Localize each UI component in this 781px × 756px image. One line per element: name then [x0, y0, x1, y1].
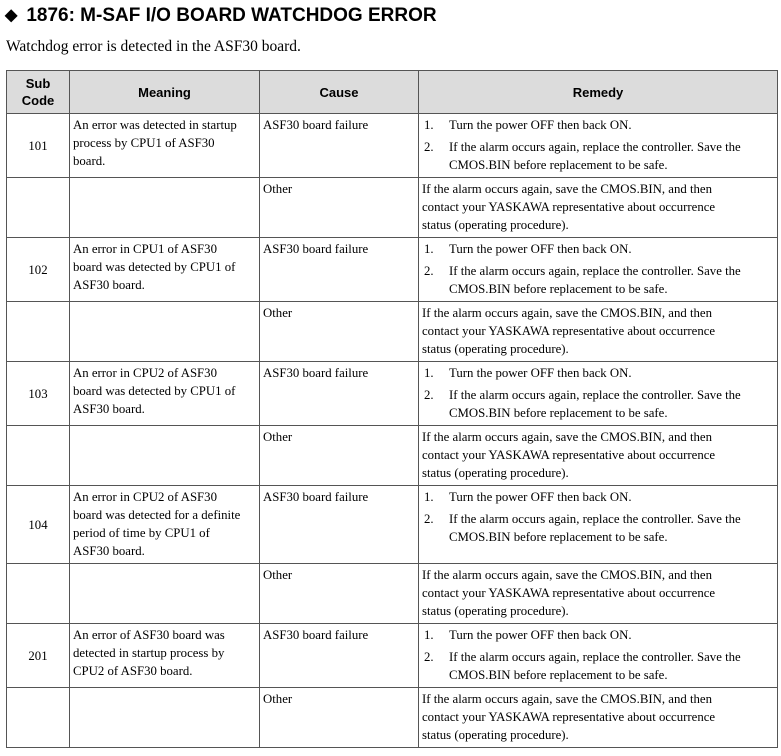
diamond-bullet-icon: ◆	[5, 7, 18, 24]
table-row	[7, 302, 778, 362]
remedy-cell	[419, 302, 778, 362]
cause-cell: ASF30 board failure	[260, 238, 419, 302]
header-sub-code	[7, 71, 70, 114]
cause-cell: Other	[260, 426, 419, 486]
meaning-cell	[70, 114, 260, 178]
remedy-line: contact your YASKAWA representative about occurrence	[422, 200, 716, 214]
step-text: CMOS.BIN before replacement to be safe.	[449, 668, 668, 682]
remedy-line: If the alarm occurs again, save the CMOS.BIN, and then	[422, 306, 712, 320]
step-number: 2.	[424, 512, 434, 526]
step-text: Turn the power OFF then back ON.	[449, 490, 632, 504]
meaning-line: An error of ASF30 board was	[73, 628, 225, 642]
meaning-cell	[70, 362, 260, 426]
remedy-step	[422, 262, 774, 298]
remedy-line: status (operating procedure).	[422, 728, 569, 742]
meaning-cell-empty	[70, 426, 260, 486]
remedy-step	[422, 488, 774, 506]
table-row	[7, 688, 778, 748]
step-text: Turn the power OFF then back ON.	[449, 118, 632, 132]
page-title-text: 1876: M-SAF I/O BOARD WATCHDOG ERROR	[26, 5, 437, 26]
step-number: 1.	[424, 628, 434, 642]
remedy-line: status (operating procedure).	[422, 466, 569, 480]
meaning-line: An error in CPU2 of ASF30	[73, 366, 217, 380]
step-text: Turn the power OFF then back ON.	[449, 242, 632, 256]
table-row	[7, 486, 778, 564]
step-number: 2.	[424, 388, 434, 402]
remedy-cell	[419, 624, 778, 688]
meaning-line: An error in CPU2 of ASF30	[73, 490, 217, 504]
step-number: 1.	[424, 118, 434, 132]
cause-cell: Other	[260, 302, 419, 362]
remedy-step	[422, 386, 774, 422]
remedy-step	[422, 240, 774, 258]
remedy-cell	[419, 564, 778, 624]
remedy-line: contact your YASKAWA representative about occurrence	[422, 586, 716, 600]
remedy-step	[422, 626, 774, 644]
sub-code-cell: 103	[7, 362, 70, 426]
meaning-line: board was detected by CPU1 of	[73, 384, 236, 398]
meaning-line: process by CPU1 of ASF30	[73, 136, 215, 150]
table-row	[7, 564, 778, 624]
meaning-cell	[70, 486, 260, 564]
meaning-line: board.	[73, 154, 106, 168]
step-number: 2.	[424, 264, 434, 278]
step-number: 1.	[424, 490, 434, 504]
table-row	[7, 426, 778, 486]
remedy-step	[422, 648, 774, 684]
sub-code-cell: 201	[7, 624, 70, 688]
cause-cell: Other	[260, 564, 419, 624]
remedy-line: status (operating procedure).	[422, 218, 569, 232]
remedy-line: If the alarm occurs again, save the CMOS.BIN, and then	[422, 692, 712, 706]
remedy-line: contact your YASKAWA representative about occurrence	[422, 324, 716, 338]
step-text: If the alarm occurs again, replace the controller. Save the	[449, 650, 741, 664]
step-text: Turn the power OFF then back ON.	[449, 366, 632, 380]
step-text: If the alarm occurs again, replace the controller. Save the	[449, 512, 741, 526]
cause-cell: Other	[260, 688, 419, 748]
meaning-line: detected in startup process by	[73, 646, 225, 660]
step-number: 1.	[424, 242, 434, 256]
intro-text: Watchdog error is detected in the ASF30 board.	[6, 38, 301, 55]
remedy-line: contact your YASKAWA representative about occurrence	[422, 448, 716, 462]
remedy-step	[422, 510, 774, 546]
meaning-line: CPU2 of ASF30 board.	[73, 664, 193, 678]
meaning-cell-empty	[70, 688, 260, 748]
remedy-line: If the alarm occurs again, save the CMOS.BIN, and then	[422, 568, 712, 582]
meaning-line: board was detected for a definite	[73, 508, 241, 522]
sub-code-cell-empty	[7, 564, 70, 624]
meaning-line: board was detected by CPU1 of	[73, 260, 236, 274]
table-header-row	[7, 71, 778, 114]
step-number: 2.	[424, 650, 434, 664]
meaning-line: An error in CPU1 of ASF30	[73, 242, 217, 256]
remedy-line: If the alarm occurs again, save the CMOS.BIN, and then	[422, 182, 712, 196]
meaning-cell-empty	[70, 178, 260, 238]
table-row	[7, 238, 778, 302]
remedy-line: status (operating procedure).	[422, 604, 569, 618]
table-row	[7, 178, 778, 238]
sub-code-cell: 102	[7, 238, 70, 302]
meaning-cell	[70, 238, 260, 302]
header-cause: Cause	[260, 71, 419, 114]
page-title	[5, 2, 437, 30]
remedy-line: status (operating procedure).	[422, 342, 569, 356]
remedy-cell	[419, 486, 778, 564]
step-text: If the alarm occurs again, replace the controller. Save the	[449, 388, 741, 402]
sub-code-cell: 101	[7, 114, 70, 178]
cause-cell: ASF30 board failure	[260, 362, 419, 426]
table-row	[7, 114, 778, 178]
cause-cell: Other	[260, 178, 419, 238]
meaning-cell-empty	[70, 564, 260, 624]
remedy-cell	[419, 688, 778, 748]
meaning-line: ASF30 board.	[73, 278, 145, 292]
meaning-line: ASF30 board.	[73, 544, 145, 558]
meaning-line: An error was detected in startup	[73, 118, 237, 132]
remedy-cell	[419, 238, 778, 302]
remedy-line: If the alarm occurs again, save the CMOS.BIN, and then	[422, 430, 712, 444]
sub-code-cell-empty	[7, 426, 70, 486]
meaning-line: ASF30 board.	[73, 402, 145, 416]
sub-code-cell: 104	[7, 486, 70, 564]
sub-code-cell-empty	[7, 688, 70, 748]
remedy-cell	[419, 114, 778, 178]
remedy-line: contact your YASKAWA representative about occurrence	[422, 710, 716, 724]
remedy-step	[422, 138, 774, 174]
remedy-step	[422, 364, 774, 382]
cause-cell: ASF30 board failure	[260, 486, 419, 564]
header-remedy: Remedy	[419, 71, 778, 114]
meaning-line: period of time by CPU1 of	[73, 526, 210, 540]
header-sub-code-line1: Sub	[25, 76, 51, 91]
cause-cell: ASF30 board failure	[260, 624, 419, 688]
remedy-cell	[419, 362, 778, 426]
step-text: Turn the power OFF then back ON.	[449, 628, 632, 642]
meaning-cell-empty	[70, 302, 260, 362]
step-text: CMOS.BIN before replacement to be safe.	[449, 406, 668, 420]
remedy-cell	[419, 426, 778, 486]
table-row	[7, 624, 778, 688]
sub-code-cell-empty	[7, 178, 70, 238]
meaning-cell	[70, 624, 260, 688]
step-text: If the alarm occurs again, replace the controller. Save the	[449, 264, 741, 278]
step-text: CMOS.BIN before replacement to be safe.	[449, 530, 668, 544]
remedy-step	[422, 116, 774, 134]
sub-code-cell-empty	[7, 302, 70, 362]
remedy-cell	[419, 178, 778, 238]
step-text: CMOS.BIN before replacement to be safe.	[449, 282, 668, 296]
cause-cell: ASF30 board failure	[260, 114, 419, 178]
table-row	[7, 362, 778, 426]
step-text: CMOS.BIN before replacement to be safe.	[449, 158, 668, 172]
step-number: 1.	[424, 366, 434, 380]
header-meaning: Meaning	[70, 71, 260, 114]
alarm-table	[6, 70, 778, 748]
step-number: 2.	[424, 140, 434, 154]
step-text: If the alarm occurs again, replace the controller. Save the	[449, 140, 741, 154]
header-sub-code-line2: Code	[21, 93, 55, 108]
